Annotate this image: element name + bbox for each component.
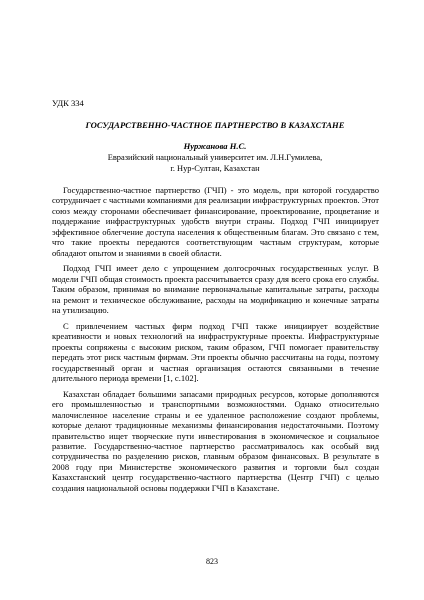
affiliation-university: Евразийский национальный университет им. Л.Н.Гумилева, — [107, 153, 323, 162]
article-title: ГОСУДАРСТВЕННО-ЧАСТНОЕ ПАРТНЕРСТВО В КАЗАХСТАНЕ — [85, 120, 345, 130]
author-name: Нуржанова Н.С. — [183, 141, 247, 151]
paragraph: С привлечением частных фирм подход ГЧП также инициирует воздействие креативности и новых технологий на инфраструктурные проекты. Инфраструктурные проекты сопряжены с высоким риском, таким образом, ГЧП помогает правительству передать этот риск частным фирмам. Эти проекты обычно рассчитаны на годы, поэтому государственный орган и частная организация остаются связанными в течение длительного периода времени [1, с.102]. — [52, 320, 379, 384]
paragraph: Казахстан обладает большими запасами природных ресурсов, которые дополняются его промышленностью и транспортными возможностями. Однако относительно малочисленное население страны и ее удаленное расположение создают проблемы, которые делают традиционные механизмы финансирования недостаточными. Поэтому правительство ищет творческие пути инвестирования в экономическое и социальное развитие. Государственно-частное партнерство рассматривалось как особый вид сотрудничества по разделению рисков, главным образом финансовых. В результате в 2008 году при Министерстве экономического развития и торговли был создан Казахстанский центр государственно-частного партнерства (Центр ГЧП) с целью создания национальной основы поддержки ГЧП в Казахстане. — [52, 388, 379, 493]
affiliation-city: г. Нур-Султан, Казахстан — [170, 163, 260, 173]
paragraph: Подход ГЧП имеет дело с упрощением долгосрочных государственных услуг. В модели ГЧП общая стоимость проекта рассчитывается сразу для всего срока его службы. Таким образом, принимая во внимание первоначальные капитальные затраты, расходы на ремонт и техническое обслуживание, расходы на модификацию и конечные затраты на утилизацию. — [52, 263, 379, 316]
page-number: 823 — [206, 557, 218, 566]
affiliation — [50, 153, 380, 174]
udk-code: УДК 334 — [52, 98, 84, 108]
paragraph: Государственно-частное партнерство (ГЧП) - это модель, при которой государство сотрудничает с частными компаниями для реализации инфраструктурных проектов. Этот союз между сторонами обеспечивает финансирование, проектирование, процветание и поддержание инфраструктурных удобств внутри страны. Подход ГЧП инициирует эффективное облегчение доступа населения к общественным благам. Это связано с тем, что такие проекты передаются соответствующим частным структурам, которые обладают опытом и знаниями в своей области. — [52, 185, 379, 258]
article-body — [52, 185, 379, 498]
